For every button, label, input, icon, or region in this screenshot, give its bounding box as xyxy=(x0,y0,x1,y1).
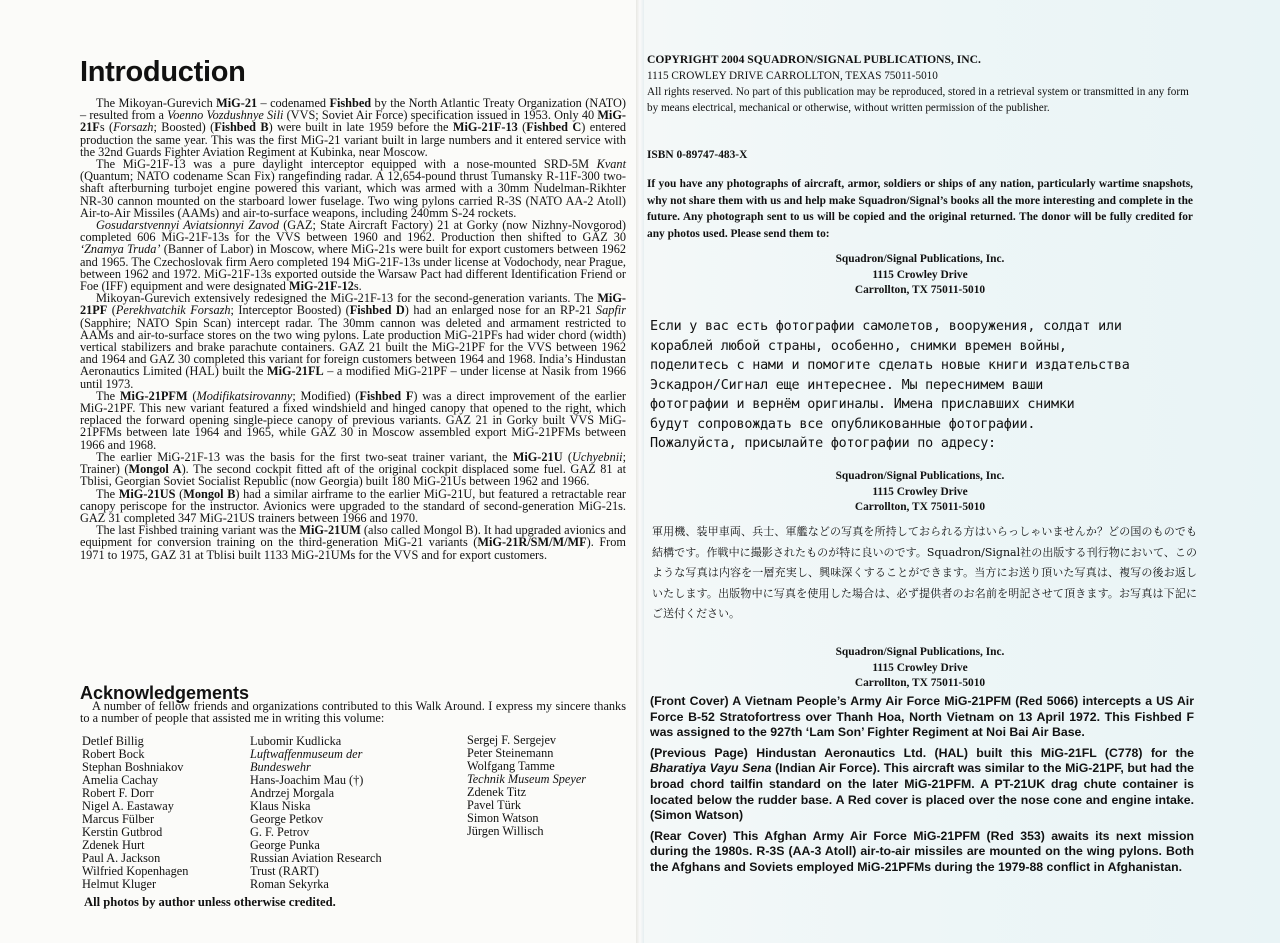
intro-paragraph: The earlier MiG-21F-13 was the basis for the first two-seat trainer variant, the MiG-21U (Uchyebnii; Trainer) (Mongol A). The second cockpit fitted aft of the original cockpit displaced some fuel. GAZ 81 at Tblisi, Georgian Soviet Socialist Republic (now Georgia) built 180 MiG-21Us between 1962 and 1966. xyxy=(80,449,626,489)
acknowledged-name: Andrzej Morgala xyxy=(250,786,335,800)
publisher-street: 1115 Crowley Drive xyxy=(872,661,968,674)
publisher-name: Squadron/Signal Publications, Inc. xyxy=(835,646,1005,658)
intro-paragraph: The MiG-21PFM (Modifikatsirovanny; Modified) (Fishbed F) was a direct improvement of the earlier MiG-21PF. This new variant featured a fixed windshield and hinged canopy that opened to the right, which replaced the forward opening single-piece canopy of previous variants. GAZ 21 in Gorky built VVS MiG-21PFMs between late 1964 and 1965, while GAZ 30 in Moscow assembled export MiG-21PFMs between 1966 and 1968. xyxy=(80,388,626,452)
acknowledged-name: Russian Aviation Research xyxy=(250,851,382,865)
publisher-city: Carrollton, TX 75011-5010 xyxy=(854,677,986,689)
photo-credit: All photos by author unless otherwise credited. xyxy=(84,895,336,909)
copyright-address: 1115 CROWLEY DRIVE CARROLLTON, TEXAS 75011-5010 xyxy=(647,70,938,82)
russian-line: Если у вас есть фотографии самолетов, вооружения, солдат или xyxy=(650,319,1122,334)
acknowledged-name: Luftwaffenmuseum der xyxy=(250,747,363,761)
acknowledged-name: Marcus Fülber xyxy=(82,812,155,826)
russian-line: кораблей любой страны, особенно, снимки времен войны, xyxy=(650,338,1067,354)
acknowledged-name: Trust (RART) xyxy=(250,864,319,878)
publisher-street: 1115 Crowley Drive xyxy=(872,485,968,498)
copyright-rights: All rights reserved. No part of this publication may be reproduced, stored in a retrieval system or transmitted in any form by means electrical, mechanical or otherwise, without written permission of the publisher. xyxy=(647,86,1189,114)
acknowledged-name: Klaus Niska xyxy=(250,799,311,813)
acknowledgements-title: Acknowledgements xyxy=(80,683,250,703)
acknowledged-name: Stephan Boshniakov xyxy=(82,760,184,774)
names-column-2 xyxy=(250,735,382,891)
acknowledged-name: Kerstin Gutbrod xyxy=(82,825,163,839)
publisher-address-2 xyxy=(760,469,1080,516)
isbn: ISBN 0-89747-483-X xyxy=(647,149,748,161)
intro-paragraph: The Mikoyan-Gurevich MiG-21 – codenamed Fishbed by the North Atlantic Treaty Organization (NATO) – resulted from a Voenno Vozdushnye Sili (VVS; Soviet Air Force) specification issued in 1953. Only 40 MiG-21Fs (Forsazh; Boosted) (Fishbed B) were built in late 1959 before the MiG-21F-13 (Fishbed C) entered production the same year. This was the first MiG-21 variant built in large numbers and it entered service with the 32nd Guards Fighter Aviation Regiment at Kubinka, near Moscow. xyxy=(80,96,626,159)
acknowledged-name: G. F. Petrov xyxy=(250,825,310,839)
names-column-3 xyxy=(467,734,586,838)
cover-captions xyxy=(650,694,1194,881)
acknowledged-name: Zdenek Hurt xyxy=(82,838,145,852)
russian-line: фотографии и вернём оригиналы. Имена приславших снимки xyxy=(650,397,1075,412)
publisher-city: Carrollton, TX 75011-5010 xyxy=(854,501,986,513)
intro-paragraph: The MiG-21F-13 was a pure daylight interceptor equipped with a nose-mounted SRD-5M Kvant (Quantum; NATO codename Scan Fix) rangefinding radar. A 12,654-pound thrust Tumansky R-11F-300 two-shaft afterburning turbojet engine powered this variant, which was armed with a 30mm Nudelman-Rikhter NR-30 cannon mounted on the starboard lower fuselage. Two wing pylons carried R-3S (NATO AA-2 Atoll) Air-to-Air Missiles (AAMs) and air-to-surface weapons, including 240mm S-24 rockets. xyxy=(80,157,626,220)
acknowledged-name: George Petkov xyxy=(250,812,324,826)
acknowledged-name: Hans-Joachim Mau (†) xyxy=(250,773,364,787)
photo-appeal-japanese: 軍用機、装甲車両、兵士、軍艦などの写真を所持しておられる方はいらっしゃいませんか？どの国のものでも結構です。作戦中に撮影されたものが特に良いのです。Squadron/Signal社の出版する刊行物において、このような写真は内容を一層充実し、興味深くすることができます。当方にお送り頂いた写真は、複写の後お返しいたします。出版物中に写真を使用した場合は、必ず提供者のお名前を明記させて頂きます。お写真は下記にご送付ください。 xyxy=(652,525,1197,620)
russian-line: Эскадрон/Сигнал еще интереснее. Мы переснимем ваши xyxy=(650,377,1044,393)
acknowledged-name: Amelia Cachay xyxy=(82,773,159,787)
acknowledged-name: Wolfgang Tamme xyxy=(467,759,555,773)
publisher-address-1 xyxy=(760,252,1080,299)
publisher-street: 1115 Crowley Drive xyxy=(872,268,968,281)
publisher-name: Squadron/Signal Publications, Inc. xyxy=(835,470,1005,482)
photo-appeal-english: If you have any photographs of aircraft, armor, soldiers or ships of any nation, particularly wartime snapshots, why not share them with us and help make Squadron/Signal’s books all the more interesting and complete in the future. Any photograph sent to us will be copied and the original returned. The donor will be fully credited for any photos used. Please send them to: xyxy=(647,178,1193,240)
intro-paragraph: The last Fishbed training variant was the MiG-21UM (also called Mongol B). It had upgraded avionics and equipment for conversion training on the third-generation MiG-21 variants (MiG-21R/SM/M/MF). From 1971 to 1975, GAZ 31 at Tblisi built 1133 MiG-21UMs for the VVS and for export customers. xyxy=(80,523,626,562)
intro-paragraph: Gosudarstvennyi Aviatsionnyi Zavod (GAZ; State Aircraft Factory) 21 at Gorky (now Nizhny-Novgorod) completed 606 MiG-21F-13s for the VVS between 1960 and 1962. Production then shifted to GAZ 30 ‘Znamya Truda’ (Banner of Labor) in Moscow, where MiG-21s were built for export customers between 1962 and 1965. The Czechoslovak firm Aero completed 194 MiG-21F-13s under license at Vodochody, near Prague, between 1962 and 1972. MiG-21F-13s exported outside the Warsaw Pact had different Identification Friend or Foe (IFF) equipment and were designated MiG-21F-12s. xyxy=(80,218,627,294)
acknowledged-name: Peter Steinemann xyxy=(467,746,554,760)
acknowledged-name: Zdenek Titz xyxy=(467,785,527,799)
caption-rear-cover: (Rear Cover) This Afghan Army Air Force MiG-21PFM (Red 353) awaits its next mission during the 1980s. R-3S (AA-3 Atoll) air-to-air missiles are mounted on the wing pylons. Both the Afghans and Soviets employed MiG-21PFMs during the 1979-88 conflict in Afghanistan. xyxy=(650,828,1194,874)
acknowledged-name: Roman Sekyrka xyxy=(250,877,329,891)
caption-front-cover: (Front Cover) A Vietnam People’s Army Air Force MiG-21PFM (Red 5066) intercepts a US Air Force B-52 Stratofortress over Thanh Hoa, North Vietnam on 13 April 1972. This Fishbed F was assigned to the 927th ‘Lam Son’ Fighter Regiment at Noi Bai Air Base. xyxy=(650,694,1194,740)
publisher-city: Carrollton, TX 75011-5010 xyxy=(854,284,986,296)
acknowledged-name: Simon Watson xyxy=(467,811,539,825)
acknowledged-name: Robert Bock xyxy=(82,747,145,761)
acknowledged-name: Paul A. Jackson xyxy=(82,851,161,865)
introduction-body xyxy=(80,97,626,561)
caption-previous-page: (Previous Page) Hindustan Aeronautics Ltd. (HAL) built this MiG-21FL (C778) for the Bharatiya Vayu Sena (Indian Air Force). This aircraft was similar to the MiG-21PF, but had the broad chord tailfin standard on the later MiG-21PFM. A PT-21UK drag chute container is located below the rudder base. A Red cover is placed over the nose cone and engine intake. (Simon Watson) xyxy=(650,745,1194,823)
acknowledged-name: Pavel Türk xyxy=(467,798,522,812)
copyright-title: COPYRIGHT 2004 SQUADRON/SIGNAL PUBLICATIONS, INC. xyxy=(647,53,981,66)
russian-line: Пожалуйста, присылайте фотографии по адресу: xyxy=(650,436,996,451)
acknowledged-name: Sergej F. Sergejev xyxy=(467,733,557,747)
acknowledged-name: Jürgen Willisch xyxy=(467,824,544,838)
acknowledged-name: Wilfried Kopenhagen xyxy=(82,864,189,878)
intro-paragraph: The MiG-21US (Mongol B) had a similar airframe to the earlier MiG-21U, but featured a retractable rear canopy periscope for the instructor. Avionics were upgraded to the standard of second-generation MiG-21s. GAZ 31 completed 347 MiG-21US trainers between 1966 and 1970. xyxy=(80,486,626,525)
intro-paragraph: Mikoyan-Gurevich extensively redesigned the MiG-21F-13 for the second-generation variants. The MiG-21PF (Perekhvatchik Forsazh; Interceptor Boosted) (Fishbed D) had an enlarged nose for an RP-21 Sapfir (Sapphire; NATO Spin Scan) intercept radar. The 30mm cannon was deleted and armament restricted to AAMs and air-to-surface stores on the two wing pylons. Late production MiG-21PFs had wider chord (width) vertical stabilizers and brake parachute containers. GAZ 21 built the MiG-21PF for the VVS between 1962 and 1964 and GAZ 30 completed this variant for foreign customers between 1964 and 1968. India’s Hindustan Aeronautics Limited (HAL) built the MiG-21FL – a modified MiG-21PF – under license at Nasik from 1966 until 1973. xyxy=(80,291,627,391)
page-gutter xyxy=(636,0,644,943)
acknowledged-name: Detlef Billig xyxy=(82,734,144,748)
russian-line: поделитесь с нами и помогите сделать новые книги издательства xyxy=(650,358,1130,373)
acknowledged-name: Robert F. Dorr xyxy=(82,786,154,800)
publisher-name: Squadron/Signal Publications, Inc. xyxy=(835,253,1005,265)
acknowledged-name: Technik Museum Speyer xyxy=(467,772,587,786)
acknowledged-name: Nigel A. Eastaway xyxy=(82,799,174,813)
photo-appeal-russian xyxy=(650,317,1195,454)
acknowledged-name: Bundeswehr xyxy=(250,760,311,774)
acknowledgements-text: A number of fellow friends and organizations contributed to this Walk Around. I express my sincere thanks to a number of people that assisted me in writing this volume: xyxy=(80,699,626,726)
acknowledged-name: George Punka xyxy=(250,838,320,852)
publisher-address-3 xyxy=(760,645,1080,692)
acknowledged-name: Helmut Kluger xyxy=(82,877,157,891)
acknowledged-name: Lubomir Kudlicka xyxy=(250,734,342,748)
russian-line: будут сопровождать все опубликованные фотографии. xyxy=(650,416,1036,432)
copyright-block xyxy=(647,52,1195,116)
introduction-title: Introduction xyxy=(80,56,246,88)
names-column-1 xyxy=(82,735,188,891)
